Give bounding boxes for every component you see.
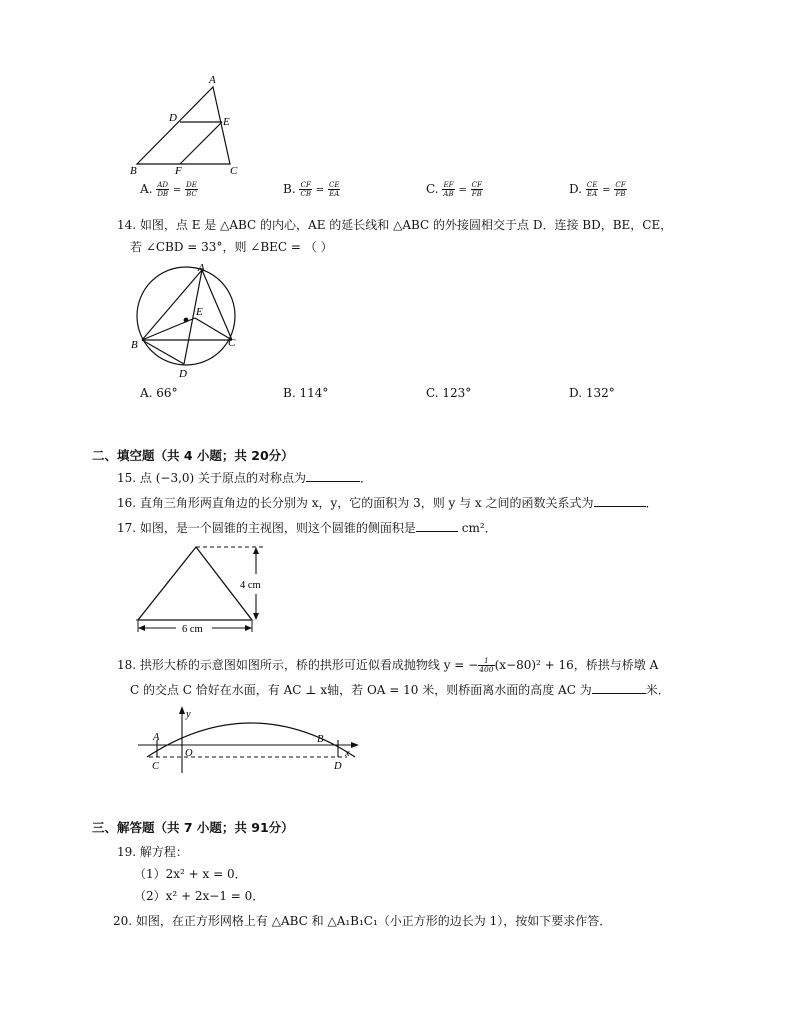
q16-answer-blank[interactable] [594, 495, 646, 507]
q17: 17. 如图，是一个圆锥的主视图，则这个圆锥的侧面积是 cm²． [117, 521, 497, 535]
q14-circle-figure [128, 260, 243, 382]
q19-part1: （1）2x² + x = 0． [134, 867, 247, 881]
section-2-heading: 二、填空题（共 4 小题；共 20分） [92, 448, 294, 463]
q13-option-d[interactable]: D. $\frac{CE}{EA}$ = $\frac{CF}{FB}$ [569, 181, 626, 198]
q13-triangle-figure [125, 72, 250, 178]
q15: 15. 点 (−3,0) 关于原点的对称点为 ． [117, 471, 373, 485]
label-C: C [152, 761, 160, 772]
label-E: E [196, 306, 203, 318]
q14-option-a[interactable]: A. 66° [140, 386, 178, 400]
label-C: C [230, 165, 238, 177]
label-B: B [317, 734, 324, 745]
label-D: D [179, 368, 187, 380]
label-E: E [223, 116, 230, 128]
q14-stem-line1: 14. 如图，点 E 是 △ABC 的内心，AE 的延长线和 △ABC 的外接圆相交于点 D．连接 BD，BE，CE， [117, 218, 673, 232]
q19-part2: （2）x² + 2x−1 = 0． [134, 889, 265, 903]
q18-stem-line1: 18. 拱形大桥的示意图如图所示，桥的拱形可近似看成抛物线 y = − $\frac{1}{400}$ (x−80)² + 16，桥拱与桥墩 A [117, 656, 659, 674]
q14-stem-line2: 若 ∠CBD = 33°，则 ∠BEC = （ ） [130, 240, 333, 254]
q14-option-c[interactable]: C. 123° [426, 386, 472, 400]
label-A: A [209, 74, 216, 86]
section-3-heading: 三、解答题（共 7 小题；共 91分） [92, 820, 294, 835]
label-A: A [198, 262, 205, 274]
label-x: x [345, 748, 350, 759]
label-B: B [131, 339, 138, 351]
q20-stem: 20. 如图，在正方形网格上有 △ABC 和 △A₁B₁C₁（小正方形的边长为 1），按如下要求作答． [113, 914, 612, 928]
q18-answer-blank[interactable] [592, 682, 646, 694]
q13-option-a[interactable]: A. $\frac{AD}{DB}$ = $\frac{DE}{BC}$ [140, 181, 197, 198]
q15-answer-blank[interactable] [306, 470, 360, 482]
label-D: D [334, 761, 342, 772]
q17-cone-figure [130, 540, 280, 640]
q18-bridge-figure [133, 703, 365, 775]
q14-option-d[interactable]: D. 132° [569, 386, 615, 400]
label-y: y [186, 709, 191, 720]
width-label: 6 cm [182, 624, 203, 635]
label-O: O [185, 748, 193, 759]
circle-center-dot [184, 318, 189, 323]
q13-option-b[interactable]: B. $\frac{CF}{CB}$ = $\frac{CE}{EA}$ [283, 181, 340, 198]
height-label: 4 cm [240, 580, 261, 591]
q18-stem-line2: C 的交点 C 恰好在水面，有 AC ⊥ x轴，若 OA = 10 米，则桥面离水面的高度 AC 为 米． [130, 683, 670, 697]
q14-option-b[interactable]: B. 114° [283, 386, 329, 400]
label-F: F [175, 165, 182, 177]
label-B: B [130, 165, 137, 177]
q19-title: 19. 解方程： [117, 845, 188, 859]
q13-option-c[interactable]: C. $\frac{EF}{AB}$ = $\frac{CF}{FB}$ [426, 181, 482, 198]
q17-answer-blank[interactable] [416, 520, 458, 532]
label-A: A [153, 732, 160, 743]
label-D: D [169, 112, 177, 124]
q16: 16. 直角三角形两直角边的长分别为 x，y，它的面积为 3，则 y 与 x 之间的函数关系式为 ． [117, 496, 658, 510]
label-C: C [228, 337, 236, 349]
